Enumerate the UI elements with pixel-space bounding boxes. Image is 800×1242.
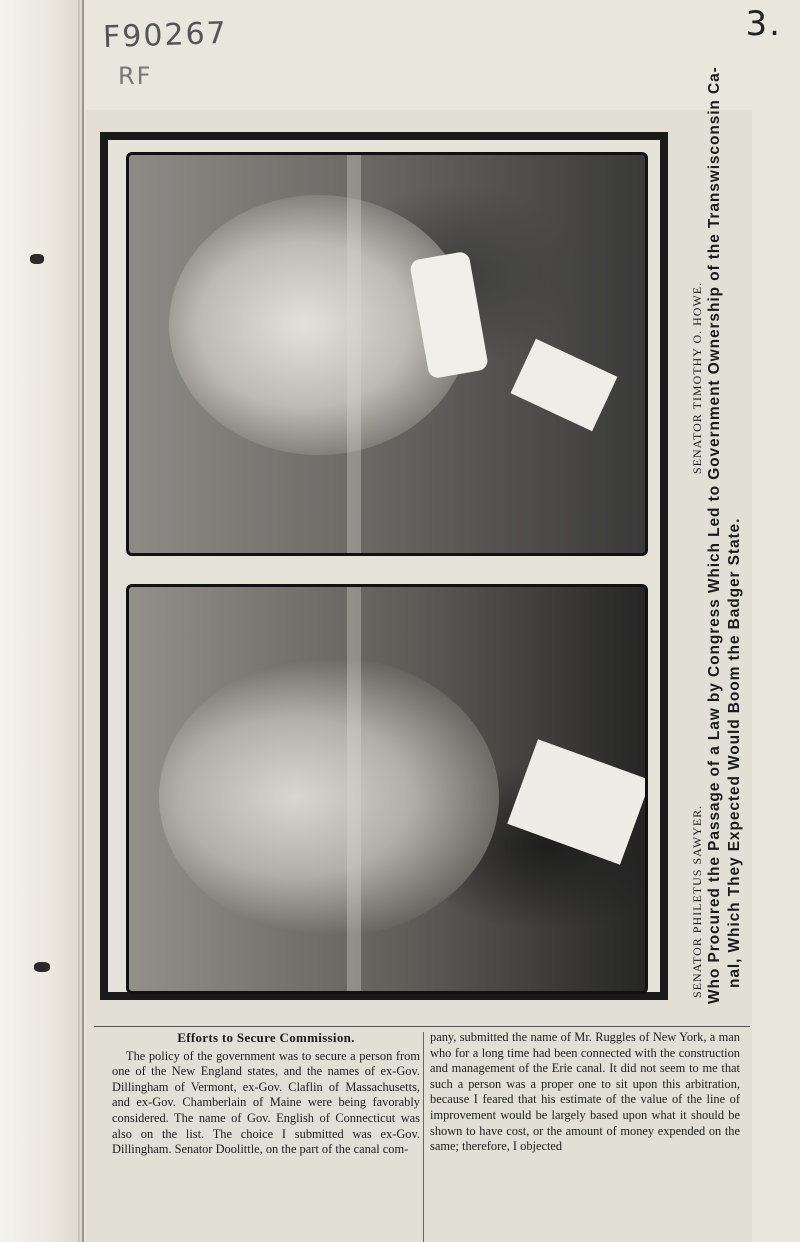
article-column-right <box>430 1030 740 1155</box>
accession-number: F90267 <box>102 15 229 56</box>
ink-blot <box>34 962 50 972</box>
article-top-rule <box>94 1026 750 1027</box>
caption-name-sawyer: SENATOR PHILETUS SAWYER. <box>690 804 704 998</box>
page-number: 3. <box>745 4 782 44</box>
fold-line <box>347 587 361 991</box>
fold-line <box>347 155 361 553</box>
article-paragraph: pany, submitted the name of Mr. Ruggles of New York, a man who for a long time had been connected with the construction and management of the Erie canal. It did not seem to me that such a person was a proper one to sit upon this arbitration, because I feared that his estimate of the value of the line of improvement would be largely based upon what it should be shown to have cost, or the amount of money expended on the same; therefore, I objected <box>430 1030 740 1154</box>
portrait-photo-sawyer <box>126 584 648 994</box>
caption-line-2: nal, Which They Expected Would Boom the Badger State. <box>726 517 743 988</box>
article-heading: Efforts to Secure Commission. <box>177 1030 355 1045</box>
caption-line-1: Who Procured the Passage of a Law by Congress Which Led to Government Ownership of the Transwisconsin Ca- <box>706 66 723 1004</box>
photo-frame-inner <box>108 140 660 992</box>
binding-line <box>78 0 80 1242</box>
article-column-left <box>112 1030 420 1158</box>
column-divider <box>423 1032 424 1242</box>
binding-edge <box>0 0 84 1242</box>
photo-frame <box>100 132 668 1000</box>
portrait-head <box>159 657 499 937</box>
ink-blot <box>30 254 44 264</box>
portrait-photo-howe <box>126 152 648 556</box>
archive-code: RF <box>118 62 153 90</box>
caption-name-howe: SENATOR TIMOTHY O. HOWE. <box>690 281 704 474</box>
article-paragraph: The policy of the government was to secure a person from one of the New England states, and the names of ex-Gov. Dillingham of Vermont, ex-Gov. Claflin of Massachusetts, and ex-Gov. Chamberlain of Maine were being favorably considered. The name of Gov. English of Connecticut was also on the list. The choice I submitted was ex-Gov. Dillingham. Senator Doolittle, on the part of the canal com- <box>112 1048 420 1157</box>
